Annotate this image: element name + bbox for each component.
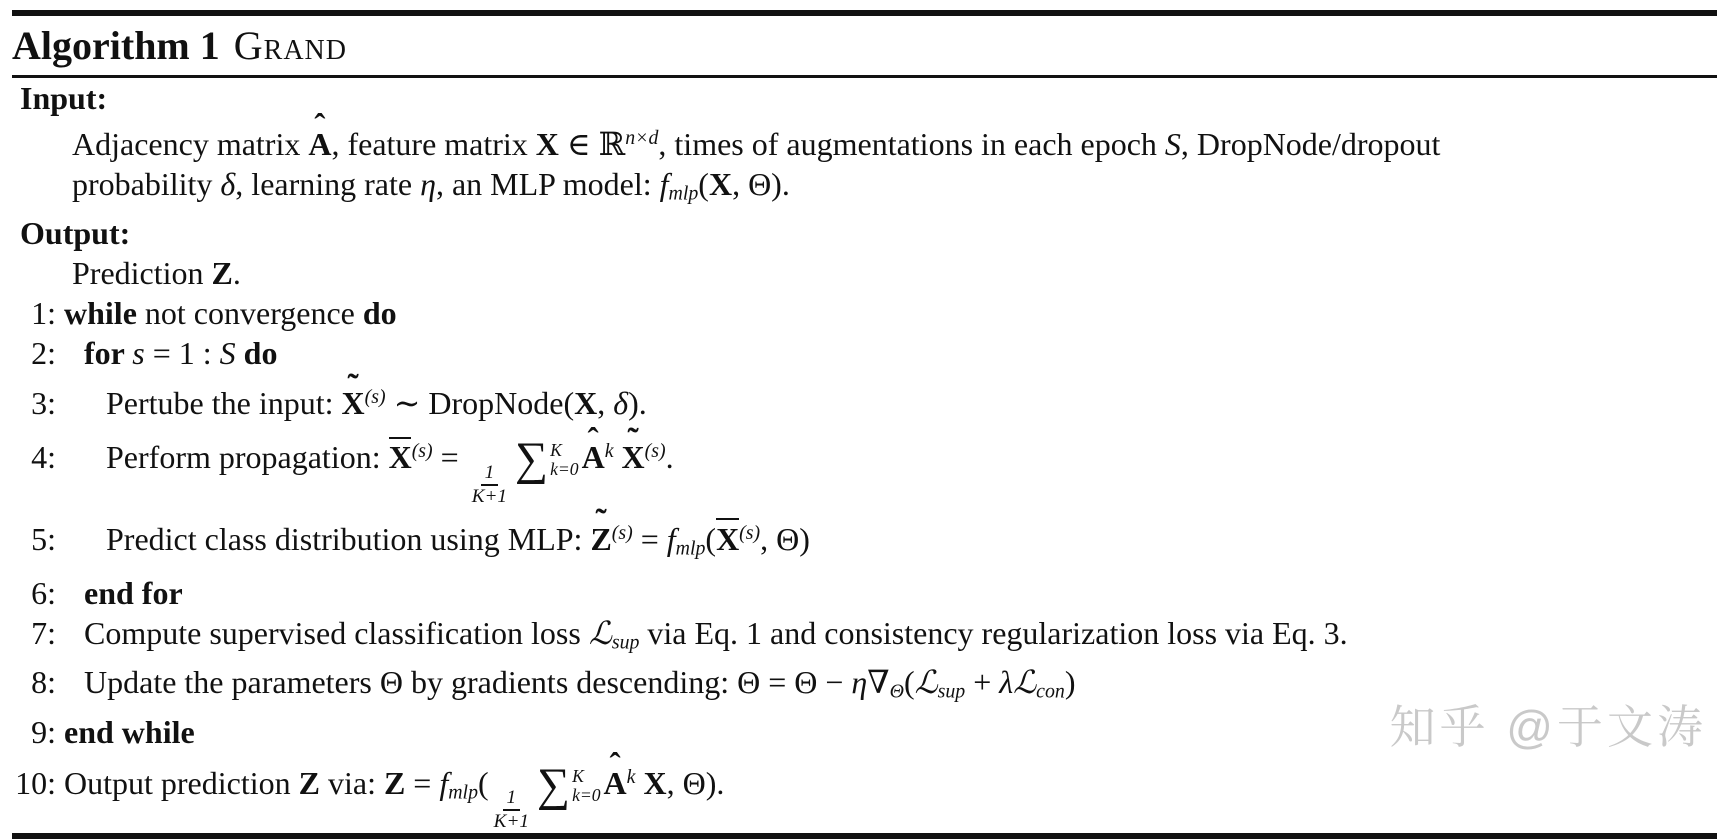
step-statement: Pertube the input: ˜ $X^{(s)}$ ∼ DropNode(X, δ). xyxy=(56,377,647,423)
step-statement: while not convergence do xyxy=(64,295,397,332)
line-number: 3: xyxy=(31,385,56,422)
input-line-1: Adjacency matrix ˆ A, feature matrix X ∈ ℝ$^{n\times d}$, times of augmentations in each epoch S, DropNode/dropout xyxy=(72,118,1717,164)
input-label: Input: xyxy=(20,80,108,116)
output-label: Output: xyxy=(20,215,131,252)
line-number: 2: xyxy=(31,335,56,372)
algorithm-title xyxy=(12,22,1717,70)
algo-step-3 xyxy=(12,377,1717,423)
bottom-rule xyxy=(12,833,1717,839)
algo-step-2 xyxy=(12,333,1717,373)
watermark: 知乎 @于文涛 xyxy=(1389,701,1707,753)
line-number: 8: xyxy=(31,664,56,701)
algo-step-6 xyxy=(12,573,1717,613)
line-number: 9: xyxy=(31,713,56,750)
algorithm-label: Algorithm 1 xyxy=(12,23,220,68)
algo-step-7 xyxy=(12,613,1717,662)
step-statement: for s = 1 : S do xyxy=(84,335,278,372)
step-statement: end for xyxy=(84,575,183,612)
line-number: 6: xyxy=(31,575,56,612)
line-number: 4: xyxy=(31,439,56,476)
step-statement: Perform propagation: $X^{(s)}$ = $\frac{1}{K+1}$ ∑ K k=0 ˆ $A^k$ ˜ $X^{(s)}$. xyxy=(56,423,674,508)
algorithm-name: Grand xyxy=(233,23,347,68)
algo-step-1 xyxy=(12,293,1717,333)
top-rule xyxy=(12,10,1717,16)
step-statement: Compute supervised classification loss ℒ$_{sup}$ via Eq. 1 and consistency regularization loss via Eq. 3. xyxy=(84,615,1348,654)
algo-step-5 xyxy=(12,508,1717,573)
line-number: 5: xyxy=(31,520,56,557)
algo-step-10 xyxy=(12,752,1717,834)
input-line-2: probability δ, learning rate η, an MLP model: $f_{mlp}(X$, Θ). xyxy=(72,165,790,205)
step-statement: Output prediction Z via: $Z = f_{mlp}$( $\frac{1}{K+1}$ ∑ K k=0 ˆ $A^k$ X, Θ). xyxy=(56,752,724,834)
algo-step-4 xyxy=(12,423,1717,508)
line-number: 10: xyxy=(15,764,56,801)
step-statement: Update the parameters Θ by gradients descending: $\Theta = \Theta - \eta\nabla_\Theta(ℒ_{sup}$ + λℒ$_{con}$) xyxy=(84,664,1076,703)
line-number: 7: xyxy=(31,615,56,652)
line-number: 1: xyxy=(31,295,56,332)
output-line: Prediction Z. xyxy=(72,255,241,292)
step-statement: Predict class distribution using MLP: ˜ $Z^{(s)} = f_{mlp}(X^{(s)}$, Θ) xyxy=(56,508,810,573)
step-statement: end while xyxy=(64,713,195,750)
